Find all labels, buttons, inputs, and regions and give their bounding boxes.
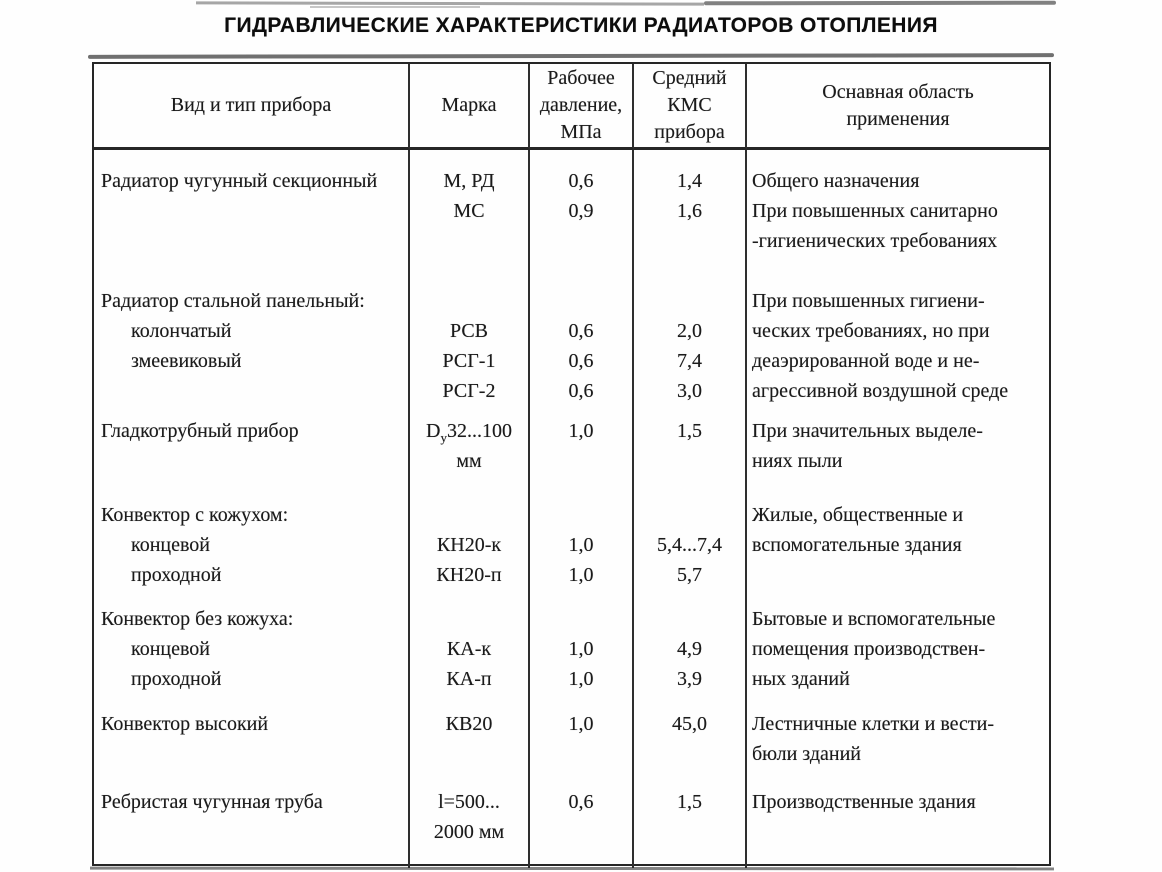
application-text: Лестничные клетки и вести- <box>752 713 995 735</box>
device-name: Конвектор с кожухом: <box>101 504 289 526</box>
spacer <box>530 604 632 634</box>
device-cell <box>94 407 410 497</box>
pressure-cell <box>530 150 634 282</box>
device-subtype: концевой <box>131 534 210 556</box>
application-text: ных зданий <box>752 668 850 690</box>
pressure-value: 1,0 <box>568 564 594 586</box>
kms-value: 5,4...7,4 <box>657 534 722 556</box>
spacer <box>530 500 632 530</box>
pressure-value: 1,0 <box>568 668 594 690</box>
spacer <box>634 286 745 316</box>
device-cell <box>94 702 410 782</box>
spacer <box>410 286 528 316</box>
pressure-value: 0,6 <box>568 320 594 342</box>
application-text: бюли зданий <box>752 743 862 765</box>
device-cell <box>94 782 410 868</box>
application-text: Производственные здания <box>752 791 976 813</box>
application-cell <box>747 782 1049 868</box>
kms-value: 45,0 <box>672 713 707 735</box>
marka-cell <box>410 150 530 282</box>
device-subtype: колончатый <box>131 320 232 342</box>
marka-value: КВ20 <box>445 713 493 735</box>
pressure-cell <box>530 597 634 702</box>
application-text: вспомогательные здания <box>752 534 962 556</box>
device-subtype: концевой <box>131 638 210 660</box>
pressure-value: 1,0 <box>568 534 594 556</box>
col-header-device: Вид и тип прибора <box>94 64 410 150</box>
device-cell <box>94 497 410 597</box>
device-cell <box>94 150 410 282</box>
marka-value: РСВ <box>449 320 489 342</box>
scan-artifact-line <box>310 6 480 8</box>
pressure-value: 0,6 <box>568 380 594 402</box>
marka-cell <box>410 282 530 407</box>
kms-value: 1,4 <box>677 170 702 192</box>
kms-cell <box>634 597 747 702</box>
pressure-cell <box>530 282 634 407</box>
application-cell <box>747 497 1049 597</box>
device-name: Конвектор без кожуха: <box>101 608 294 630</box>
marka-value: l=500... <box>438 791 500 813</box>
device-name: Гладкотрубный прибор <box>101 420 299 442</box>
device-subtype: проходной <box>131 564 222 586</box>
scan-artifact-line <box>196 1 704 5</box>
scan-artifact-line <box>704 1 1056 6</box>
kms-cell <box>634 702 747 782</box>
marka-value: $D_у32...100$ <box>426 420 512 445</box>
kms-value: 2,0 <box>677 320 702 342</box>
radiators-table <box>92 62 1051 866</box>
application-cell <box>747 150 1049 282</box>
pressure-value: 0,6 <box>568 170 594 192</box>
marka-cell <box>410 782 530 868</box>
marka-value: 2000 мм <box>433 821 505 843</box>
device-name: Радиатор стальной панельный: <box>101 290 365 312</box>
marka-value: МС <box>453 200 485 222</box>
kms-value: 1,6 <box>677 200 702 222</box>
kms-cell <box>634 282 747 407</box>
spacer <box>634 604 745 634</box>
application-text: При повышенных гигиени- <box>752 290 985 312</box>
device-cell <box>94 282 410 407</box>
kms-cell <box>634 497 747 597</box>
application-text: помещения производствен- <box>752 638 986 660</box>
marka-value: М, РД <box>443 170 495 192</box>
marka-value: КН20-п <box>436 564 502 586</box>
diameter-subscript: у <box>440 430 447 445</box>
col-header-kms: Средний КМС прибора <box>634 64 747 150</box>
page-title: ГИДРАВЛИЧЕСКИЕ ХАРАКТЕРИСТИКИ РАДИАТОРОВ ОТОПЛЕНИЯ <box>224 14 938 37</box>
application-cell <box>747 597 1049 702</box>
marka-cell <box>410 702 530 782</box>
marka-unit: мм <box>456 450 482 472</box>
pressure-value: 1,0 <box>568 638 594 660</box>
marka-value: КН20-к <box>436 534 502 556</box>
application-cell <box>747 702 1049 782</box>
kms-value: 4,9 <box>677 638 702 660</box>
application-text: Общего назначения <box>752 170 920 192</box>
application-text: Бытовые и вспомогательные <box>752 608 996 630</box>
application-text: Жилые, общественные и <box>752 504 964 526</box>
pressure-cell <box>530 782 634 868</box>
kms-value: 3,0 <box>677 380 702 402</box>
device-subtype: проходной <box>131 668 222 690</box>
marka-value: РСГ-2 <box>442 380 496 402</box>
marka-cell <box>410 597 530 702</box>
kms-cell <box>634 782 747 868</box>
device-subtype: змеевиковый <box>131 350 242 372</box>
col-header-application: Оснавная область применения <box>747 64 1049 150</box>
kms-value: 1,5 <box>677 420 702 442</box>
col-header-pressure: Рабочее давление, МПа <box>530 64 634 150</box>
device-name: Конвектор высокий <box>101 713 269 735</box>
device-name: Радиатор чугунный секционный <box>101 170 378 192</box>
application-text: ческих требованиях, но при <box>752 320 990 342</box>
application-cell <box>747 282 1049 407</box>
marka-value: КА-п <box>446 668 492 690</box>
pressure-cell <box>530 407 634 497</box>
device-cell <box>94 597 410 702</box>
application-text: ниях пыли <box>752 450 843 472</box>
pressure-value: 0,6 <box>568 791 594 813</box>
pressure-cell <box>530 497 634 597</box>
application-text: При повышенных санитарно <box>752 200 998 222</box>
application-text: -гигиенических требованиях <box>752 230 998 252</box>
marka-value: РСГ-1 <box>442 350 496 372</box>
marka-cell <box>410 407 530 497</box>
col-header-marka: Марка <box>410 64 530 150</box>
marka-value: КА-к <box>446 638 492 660</box>
pressure-value: 1,0 <box>568 713 594 735</box>
pressure-value: 0,6 <box>568 350 594 372</box>
marka-cell <box>410 497 530 597</box>
spacer <box>410 500 528 530</box>
pressure-value: 1,0 <box>568 420 594 442</box>
kms-cell <box>634 407 747 497</box>
kms-value: 5,7 <box>677 564 702 586</box>
application-cell <box>747 407 1049 497</box>
spacer <box>634 500 745 530</box>
application-text: агрессивной воздушной среде <box>752 380 1009 402</box>
spacer <box>410 604 528 634</box>
application-text: При значительных выделе- <box>752 420 983 442</box>
kms-value: 1,5 <box>677 791 702 813</box>
scan-artifact-table-top-edge <box>88 53 1054 59</box>
kms-value: 7,4 <box>677 350 702 372</box>
application-text: деаэрированной воде и не- <box>752 350 980 372</box>
pressure-cell <box>530 702 634 782</box>
kms-cell <box>634 150 747 282</box>
pressure-value: 0,9 <box>568 200 594 222</box>
device-name: Ребристая чугунная труба <box>101 791 323 813</box>
kms-value: 3,9 <box>677 668 702 690</box>
spacer <box>530 286 632 316</box>
